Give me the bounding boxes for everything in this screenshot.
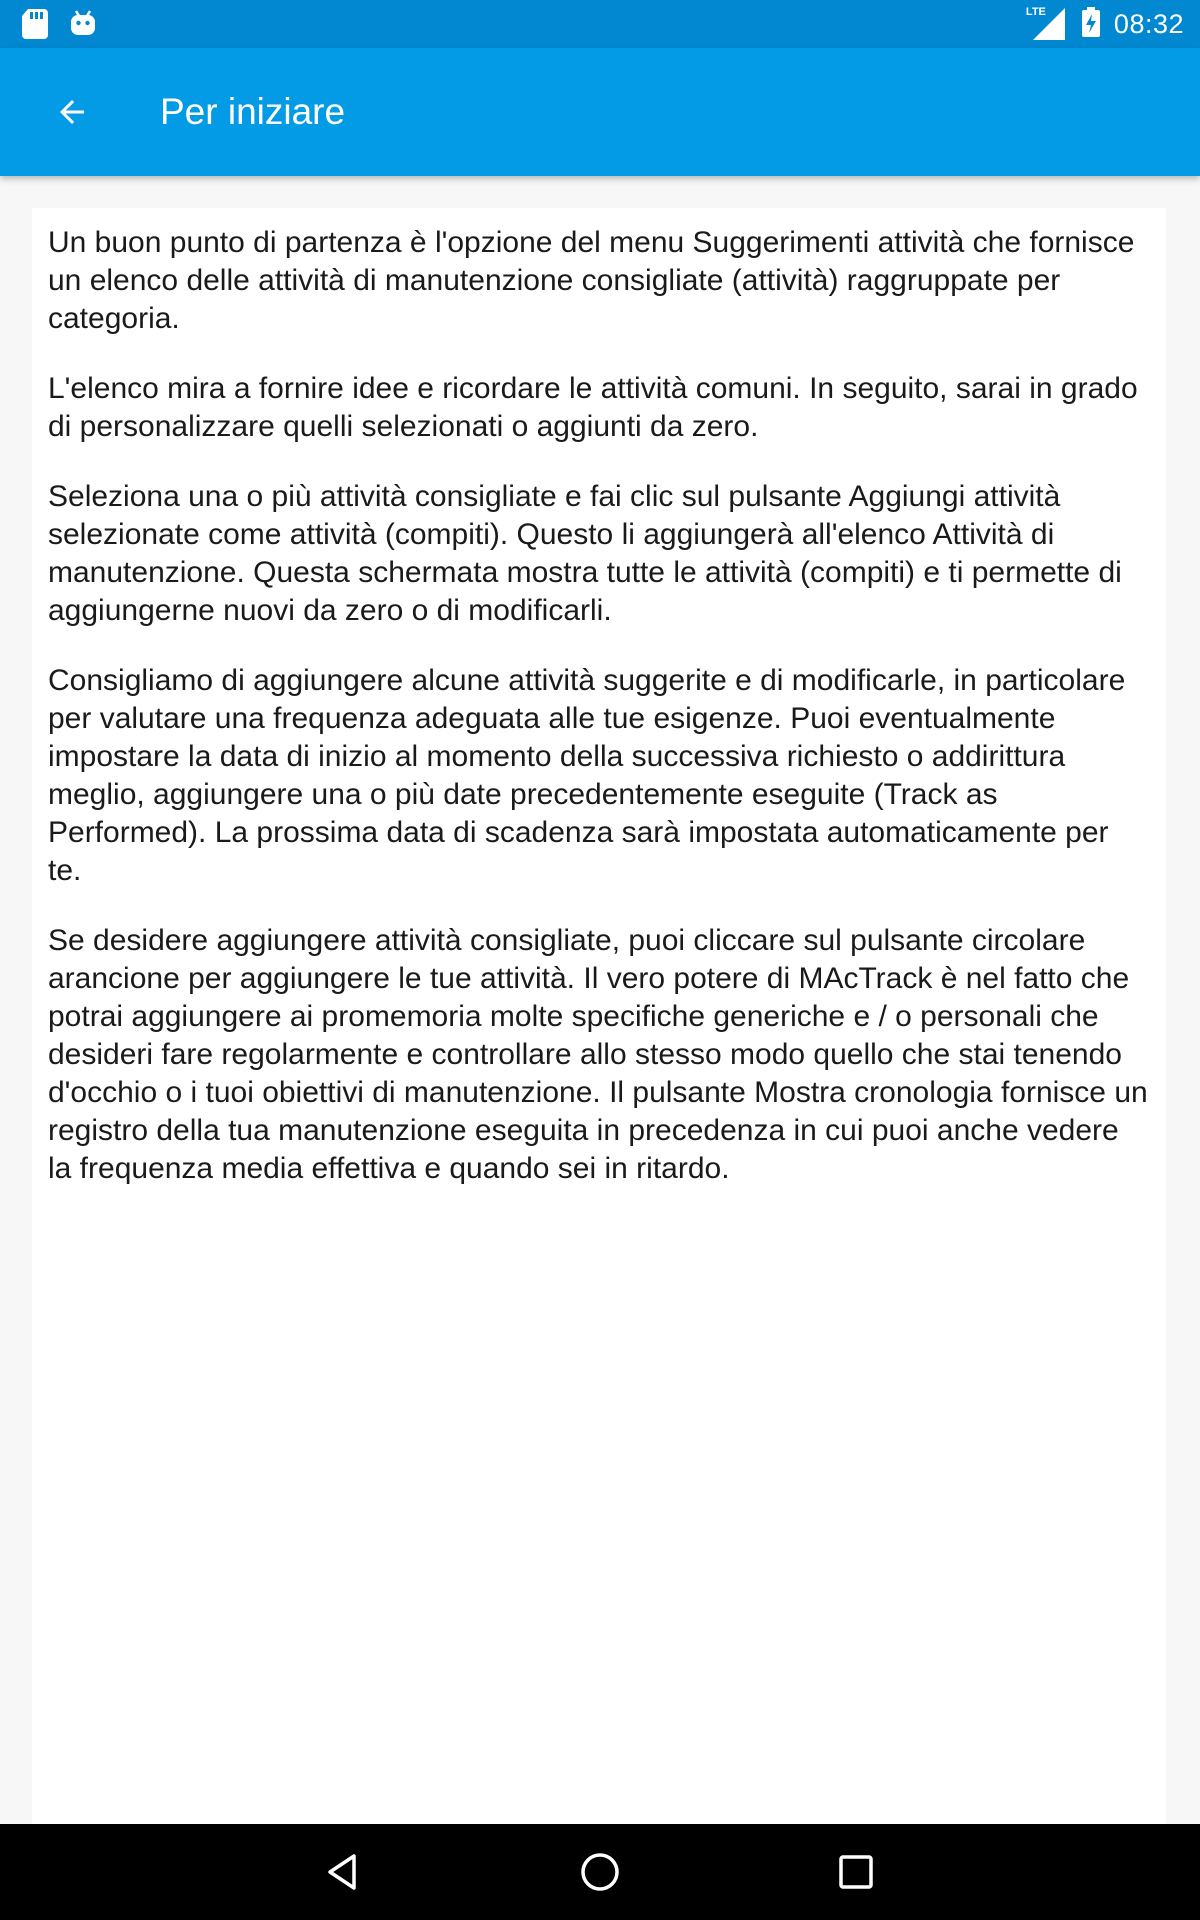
arrow-back-icon bbox=[54, 94, 90, 130]
nav-back-button[interactable] bbox=[310, 1838, 378, 1906]
nav-home-button[interactable] bbox=[566, 1838, 634, 1906]
battery-charging-icon bbox=[1082, 7, 1100, 42]
paragraph-3: Seleziona una o più attività consigliate e fai clic sul pulsante Aggiungi attività selezionate come attività (compiti). Questo li aggiungerà all'elenco Attività di manutenzione. Questa schermata mostra tutte le attività (compiti) e ti permette di aggiungerne nuovi da zero o di modificarli. bbox=[48, 480, 1122, 627]
back-triangle-icon bbox=[324, 1852, 364, 1892]
page-title: Per iniziare bbox=[160, 91, 346, 132]
paragraph-5: Se desidere aggiungere attività consigliate, puoi cliccare sul pulsante circolare arancione per aggiungere le tue attività. Il vero potere di MAcTrack è nel fatto che potrai aggiungere ai promemoria molte specifiche generiche e / o personali che desideri fare regolarmente e controllare allo stesso modo quello che stai tenendo d'occhio o i tuoi obiettivi di manutenzione. Il pulsante Mostra cronologia fornisce un registro della tua manutenzione eseguita in precedenza in cui puoi anche vedere la frequenza media effettiva e quando sei in ritardo. bbox=[48, 924, 1148, 1185]
status-bar bbox=[0, 0, 1200, 48]
sd-card-icon bbox=[22, 9, 48, 44]
help-text bbox=[32, 208, 1166, 1188]
paragraph-4: Consigliamo di aggiungere alcune attività suggerite e di modificarle, in particolare per valutare una frequenza adeguata alle tue esigenze. Puoi eventualmente impostare la data di inizio al momento della successiva richiesto o addirittura meglio, aggiungere una o più date precedentemente eseguite (Track as Performed). La prossima data di scadenza sarà impostata automaticamente per te. bbox=[48, 664, 1126, 887]
network-type: LTE bbox=[1025, 6, 1046, 18]
paragraph-2: L'elenco mira a fornire idee e ricordare le attività comuni. In seguito, sarai in grado di personalizzare quelli selezionati o aggiunti da zero. bbox=[48, 372, 1138, 443]
recents-square-icon bbox=[838, 1854, 874, 1890]
navigation-bar bbox=[0, 1824, 1200, 1920]
home-circle-icon bbox=[579, 1851, 621, 1893]
nav-recents-button[interactable] bbox=[822, 1838, 890, 1906]
paragraph-1: Un buon punto di partenza è l'opzione del menu Suggerimenti attività che fornisce un elenco delle attività di manutenzione consigliate (attività) raggruppate per categoria. bbox=[48, 226, 1135, 335]
status-time: 08:32 bbox=[1113, 8, 1184, 39]
android-icon bbox=[70, 10, 96, 43]
lte-signal-icon bbox=[1025, 6, 1068, 42]
content-card bbox=[32, 208, 1166, 1824]
back-button[interactable] bbox=[36, 76, 108, 148]
app-bar bbox=[0, 48, 1200, 176]
